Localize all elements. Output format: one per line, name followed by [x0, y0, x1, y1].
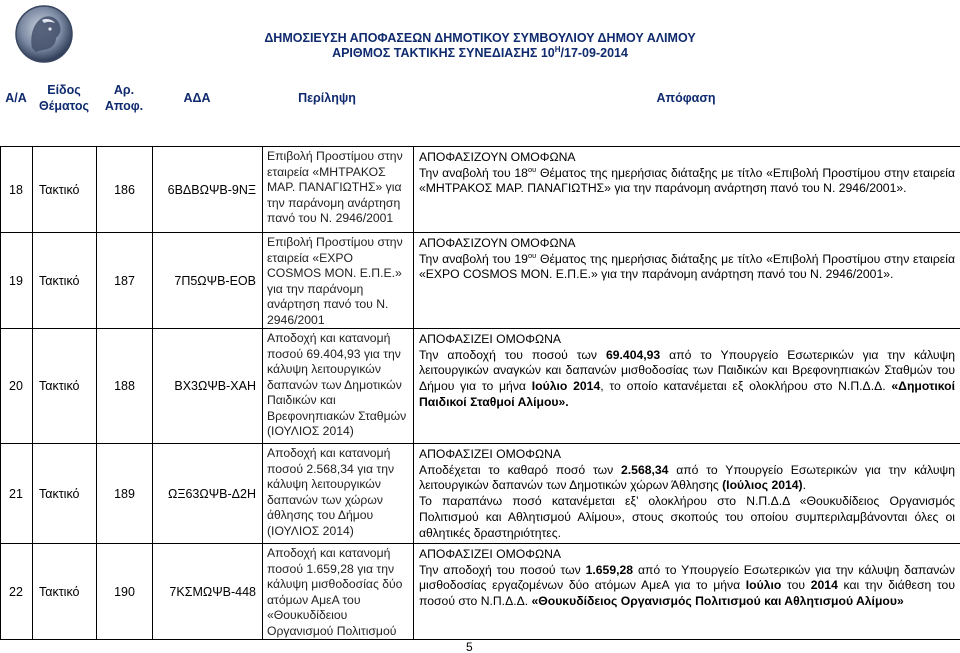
row-num: 189: [97, 444, 153, 544]
row-summary: Αποδοχή και κατανομή ποσού 69.404,93 για την κάλυψη λειτουργικών δαπανών των Δημοτικών Παιδικών και Βρεφονηπιακών Σταθμών (ΙΟΥΛΙΟΣ 2014): [263, 329, 414, 444]
table-header: [0, 69, 960, 127]
table-row: [1, 233, 960, 329]
col-header-num: Αρ. Αποφ.: [104, 83, 144, 113]
row-decision: [414, 444, 960, 544]
row-num: 190: [97, 544, 153, 640]
row-type: Τακτικό: [33, 147, 97, 233]
table-row: [1, 544, 960, 640]
decision-head: ΑΠΟΦΑΣΙΖΕΙ ΟΜΟΦΩΝΑ: [419, 332, 562, 346]
row-ada: 7ΚΣΜΩΨΒ-448: [153, 544, 263, 640]
row-aa: 21: [1, 444, 33, 544]
table-row: [1, 147, 960, 233]
row-ada: 6ΒΔΒΩΨΒ-9ΝΞ: [153, 147, 263, 233]
row-decision: [414, 544, 960, 640]
document-title: ΔΗΜΟΣΙΕΥΣΗ ΑΠΟΦΑΣΕΩΝ ΔΗΜΟΤΙΚΟΥ ΣΥΜΒΟΥΛΙΟΥ ΔΗΜΟΥ ΑΛΙΜΟΥ: [264, 31, 696, 45]
row-type: Τακτικό: [33, 233, 97, 329]
row-summary: Επιβολή Προστίμου στην εταιρεία «ΜΗΤΡΑΚΟΣ ΜΑΡ. ΠΑΝΑΓΙΩΤΗΣ» για την παράνομη ανάρτηση πανό του Ν. 2946/2001: [263, 147, 414, 233]
row-ada: 7Π5ΩΨΒ-ΕΟΒ: [153, 233, 263, 329]
decisions-table: [0, 146, 960, 640]
row-num: 188: [97, 329, 153, 444]
row-type: Τακτικό: [33, 444, 97, 544]
col-header-decision: Απόφαση: [656, 91, 716, 105]
row-aa: 19: [1, 233, 33, 329]
decision-text: Την αποδοχή του ποσού των 1.659,28 από το Υπουργείο Εσωτερικών για την κάλυψη δαπανών μισθοδοσίας εργαζομένων δύο ατόμων ΑμεΑ για το μήνα Ιούλιο του 2014 και την διάθεση του ποσού στο Ν.Π.Δ.Δ. «Θουκυδίδειος Οργανισμός Πολιτισμού και Αθλητισμού Αλίμου»: [419, 562, 955, 609]
row-ada: ΩΞ63ΩΨΒ-Δ2Η: [153, 444, 263, 544]
decision-text: Την αναβολή του $18^{o\upsilon}$ Θέματος της ημερήσιας διάταξης με τίτλο «Επιβολή Προστίμου στην εταιρεία «ΜΗΤΡΑΚΟΣ ΜΑΡ. ΠΑΝΑΓΙΩΤΗΣ» για την παράνομη ανάρτηση πανό του Ν. 2946/2001».: [419, 164, 955, 196]
decision-text: Την αναβολή του $19^{o\upsilon}$ Θέματος της ημερήσιας διάταξης με τίτλο «Επιβολή Προστίμου στην εταιρεία «EXPO COSMOS ΜΟΝ. Ε.Π.Ε.» για την παράνομη ανάρτηση πανό του Ν. 2946/2001».: [419, 250, 955, 282]
row-aa: 20: [1, 329, 33, 444]
decision-text: Την αποδοχή του ποσού των 69.404,93 από το Υπουργείο Εσωτερικών για την κάλυψη λειτουργικών αναγκών και δαπανών μισθοδοσίας των Παιδικών και Βρεφονηπιακών Σταθμών του Δήμου για το μήνα Ιούλιο 2014, το οποίο κατανέμεται εξ ολοκλήρου στο Ν.Π.Δ.Δ. «Δημοτικοί Παιδικοί Σταθμοί Αλίμου».: [419, 347, 955, 409]
row-decision: [414, 233, 960, 329]
row-summary: Αποδοχή και κατανομή ποσού 2.568,34 για την κάλυψη λειτουργικών δαπανών των χώρων άθλησης του Δήμου (ΙΟΥΛΙΟΣ 2014): [263, 444, 414, 544]
table-row: [1, 329, 960, 444]
col-header-summary: Περίληψη: [298, 91, 356, 105]
col-header-aa: Α/Α: [5, 91, 27, 105]
page-number: 5: [466, 640, 473, 653]
table-row: [1, 444, 960, 544]
row-summary: Αποδοχή και κατανομή ποσού 1.659,28 για την κάλυψη μισθοδοσίας δύο ατόμων ΑμεΑ του «Θουκυδίδειου Οργανισμού Πολιτισμού: [263, 544, 414, 640]
row-aa: 18: [1, 147, 33, 233]
row-num: 186: [97, 147, 153, 233]
col-header-type: Είδος Θέματος: [38, 83, 90, 113]
row-summary: Επιβολή Προστίμου στην εταιρεία «EXPO COSMOS ΜΟΝ. Ε.Π.Ε.» για την παράνομη ανάρτηση πανό του Ν. 2946/2001: [263, 233, 414, 329]
municipality-logo: [4, 2, 84, 66]
row-aa: 22: [1, 544, 33, 640]
decision-text: Αποδέχεται το καθαρό ποσό των 2.568,34 από το Υπουργείο Εσωτερικών για την κάλυψη λειτουργικών δαπανών των Δημοτικών χώρων Άθλησης (Ιούλιος 2014).: [419, 462, 955, 493]
col-header-ada: ΑΔΑ: [183, 91, 211, 105]
row-ada: ΒΧ3ΩΨΒ-ΧΑΗ: [153, 329, 263, 444]
row-decision: [414, 329, 960, 444]
row-decision: [414, 147, 960, 233]
decision-head: ΑΠΟΦΑΣΙΖΕΙ ΟΜΟΦΩΝΑ: [419, 547, 562, 561]
decision-head: ΑΠΟΦΑΣΙΖΕΙ ΟΜΟΦΩΝΑ: [419, 447, 562, 461]
decision-text-extra: Το παραπάνω ποσό κατανέμεται εξ’ ολοκλήρου στο Ν.Π.Δ.Δ «Θουκυδίδειος Οργανισμός Πολιτισμού και Αθλητισμού Αλίμου», στους σκοπούς του οποίου συμπεριλαμβάνονται όλες οι αθλητικές δραστηριότητες.: [419, 494, 955, 540]
row-type: Τακτικό: [33, 544, 97, 640]
row-num: 187: [97, 233, 153, 329]
row-type: Τακτικό: [33, 329, 97, 444]
decision-head: ΑΠΟΦΑΣΙΖΟΥΝ ΟΜΟΦΩΝΑ: [419, 236, 576, 250]
decision-head: ΑΠΟΦΑΣΙΖΟΥΝ ΟΜΟΦΩΝΑ: [419, 150, 576, 164]
session-number: ΑΡΙΘΜΟΣ ΤΑΚΤΙΚΗΣ ΣΥΝΕΔΙΑΣΗΣ $10^H/17-09-2014$: [332, 44, 628, 60]
